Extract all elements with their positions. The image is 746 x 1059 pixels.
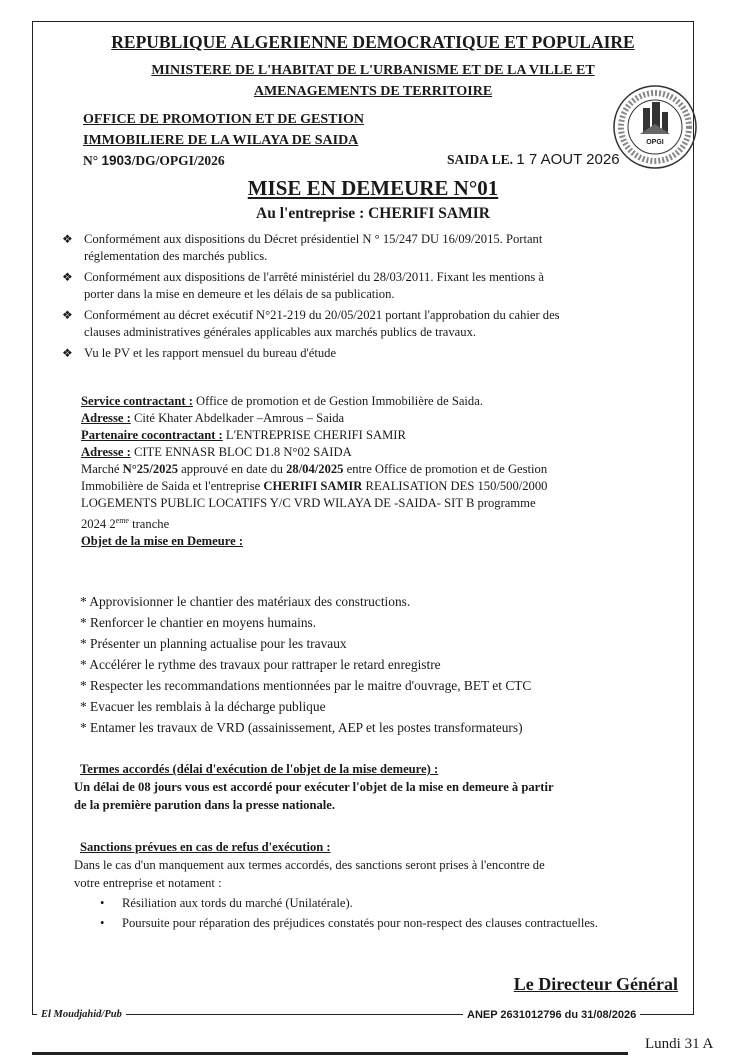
terms-section <box>74 760 689 814</box>
reference-item: ❖ Vu le PV et les rapport mensuel du bureau d'étude <box>62 346 337 360</box>
republic-heading: REPUBLIQUE ALGERIENNE DEMOCRATIQUE ET POPULAIRE <box>111 32 635 52</box>
partner-address-line: Adresse : CITE ENNASR BLOC D1.8 N°02 SAIDA <box>81 445 352 459</box>
reference-item: ❖ Conformément au décret exécutif N°21-219 du 20/05/2021 portant l'approbation du cahier des clauses administratives générales applicables aux marchés publics de travaux. <box>62 308 560 339</box>
date-line <box>447 151 620 168</box>
reference-item: ❖ Conformément aux dispositions de l'arrêté ministériel du 28/03/2011. Fixant les mentions à porter dans la mise en demeure et les délais de sa publication. <box>62 270 545 301</box>
diamond-bullet-icon: ❖ <box>62 308 73 322</box>
reference-number <box>83 153 225 169</box>
ministry-line-2: AMENAGEMENTS DE TERRITOIRE <box>253 84 493 99</box>
contract-line-4: 2024 2eme tranche <box>81 516 170 532</box>
notice-title: MISE EN DEMEURE N°01 <box>247 176 499 200</box>
opgi-seal-logo <box>612 84 698 170</box>
office-line-1: OFFICE DE PROMOTION ET DE GESTION <box>83 112 364 127</box>
sanction-item: • Poursuite pour réparation des préjudices constatés pour non-respect des clauses contractuelles. <box>100 916 598 930</box>
ref-number: 1903 <box>101 153 132 168</box>
logo-text: OPGI <box>646 139 664 146</box>
page-date-corner: Lundi 31 A <box>645 1036 714 1052</box>
contract-parties <box>81 393 691 550</box>
sanctions-heading: Sanctions prévues en cas de refus d'exécution : <box>80 840 331 854</box>
objective-heading: Objet de la mise en Demeure : <box>81 534 244 549</box>
partner-line: Partenaire cocontractant : L'ENTREPRISE CHERIFI SAMIR <box>81 428 406 442</box>
objective-item: * Renforcer le chantier en moyens humains. <box>80 615 317 630</box>
service-address-line: Adresse : Cité Khater Abdelkader –Amrous – Saida <box>81 411 345 425</box>
bullet-dot-icon: • <box>100 896 105 910</box>
notice-recipient: Au l'entreprise : CHERIFI SAMIR <box>256 205 490 222</box>
objectives-list <box>80 591 690 738</box>
publication-source: El Moudjahid/Pub <box>37 1009 126 1020</box>
signature-title: Le Directeur Général <box>513 974 678 994</box>
terms-heading: Termes accordés (délai d'exécution de l'objet de la mise demeure) : <box>80 762 439 776</box>
contract-line-2: Immobilière de Saida et l'entreprise CHERIFI SAMIR REALISATION DES 150/500/2000 <box>81 479 548 493</box>
objective-item: * Présenter un planning actualise pour les travaux <box>80 636 347 651</box>
terms-line-2: de la première parution dans la presse nationale. <box>74 798 335 812</box>
page-bottom-rule <box>32 1052 628 1055</box>
diamond-bullet-icon: ❖ <box>62 346 73 360</box>
diamond-bullet-icon: ❖ <box>62 270 73 284</box>
sanctions-intro-1: Dans le cas d'un manquement aux termes accordés, des sanctions seront prises à l'encontre de <box>74 858 545 872</box>
office-name <box>83 109 364 151</box>
sanction-item: • Résiliation aux tords du marché (Unilatérale). <box>100 896 353 910</box>
objective-item: * Approvisionner le chantier des matériaux des constructions. <box>80 594 411 609</box>
anep-reference: ANEP 2631012796 du 31/08/2026 <box>463 1009 640 1021</box>
objective-item: * Evacuer les remblais à la décharge publique <box>80 699 326 714</box>
legal-references <box>62 231 692 366</box>
contract-line-1: Marché N°25/2025 approuvé en date du 28/04/2025 entre Office de promotion et de Gestion <box>81 462 548 476</box>
service-line: Service contractant : Office de promotion et de Gestion Immobilière de Saida. <box>81 394 483 408</box>
reference-item: ❖ Conformément aux dispositions du Décret présidentiel N ° 15/247 DU 16/09/2015. Portant réglementation des marchés publics. <box>62 232 543 263</box>
contract-line-3: LOGEMENTS PUBLIC LOCATIFS Y/C VRD WILAYA DE -SAIDA- SIT B programme <box>81 496 536 510</box>
terms-line-1: Un délai de 08 jours vous est accordé pour exécuter l'objet de la mise en demeure à partir <box>74 780 554 794</box>
sanctions-intro-2: votre entreprise et notament : <box>74 876 222 890</box>
ministry-line-1: MINISTERE DE L'HABITAT DE L'URBANISME ET DE LA VILLE ET <box>151 63 595 78</box>
objective-item: * Respecter les recommandations mentionnées par le maitre d'ouvrage, BET et CTC <box>80 678 532 693</box>
objective-item: * Accélérer le rythme des travaux pour rattraper le retard enregistre <box>80 657 441 672</box>
ref-prefix: N° <box>83 153 99 168</box>
ref-suffix: /DG/OPGI/2026 <box>131 153 225 168</box>
date-label: SAIDA LE. <box>447 152 514 167</box>
objective-item: * Entamer les travaux de VRD (assainissement, AEP et les postes transformateurs) <box>80 720 523 735</box>
bullet-dot-icon: • <box>100 916 105 930</box>
sanctions-section <box>74 838 689 932</box>
diamond-bullet-icon: ❖ <box>62 232 73 246</box>
date-value: 1 7 AOUT 2026 <box>516 151 620 168</box>
office-line-2: IMMOBILIERE DE LA WILAYA DE SAIDA <box>83 133 359 148</box>
